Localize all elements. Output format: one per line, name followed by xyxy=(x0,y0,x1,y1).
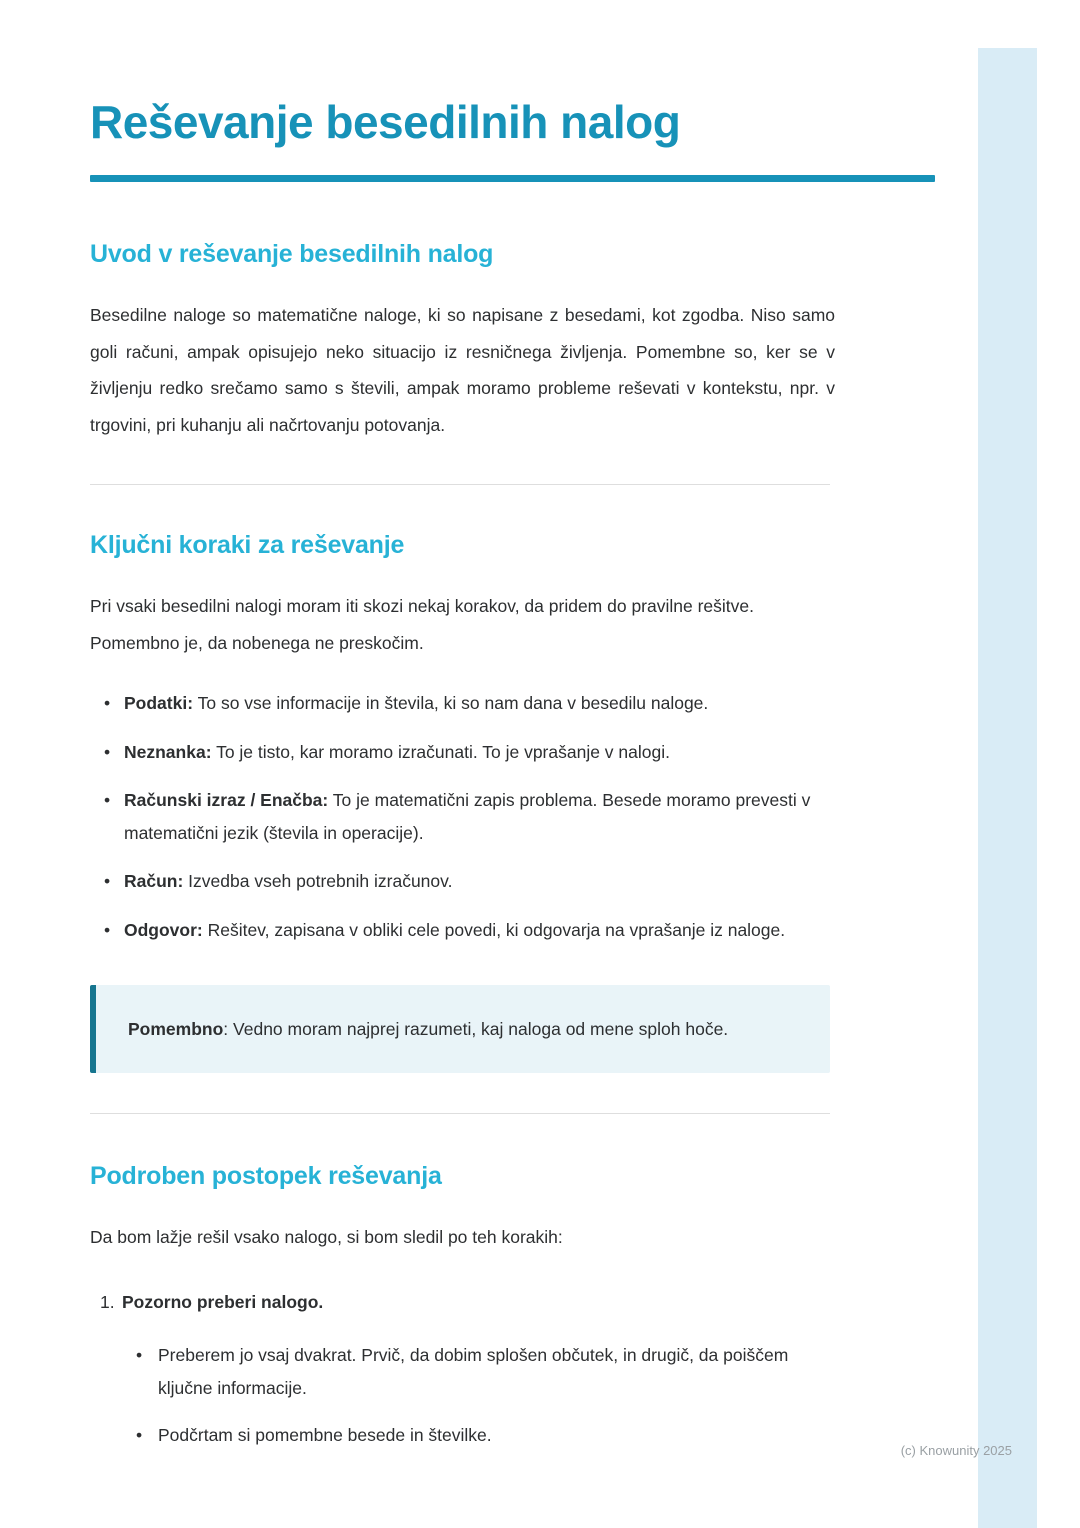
procedure-numbered-list xyxy=(90,1286,835,1452)
list-item-text xyxy=(124,784,835,851)
sub-list-item-text: Podčrtam si pomembne besede in številke. xyxy=(158,1424,492,1445)
procedure-heading: Podroben postopek reševanja xyxy=(90,1162,442,1191)
list-item-body: To je tisto, kar moramo izračunati. To je vprašanje v nalogi. xyxy=(211,741,670,762)
list-item-text xyxy=(124,914,835,947)
intro-paragraph: Besedilne naloge so matematične naloge, ki so napisane z besedami, kot zgodba. Niso samo goli računi, ampak opisujejo neko situacijo iz resničnega življenja. Pomembne so, ker se v življenju redko srečamo samo s števili, ampak moramo probleme reševati v kontekstu, npr. v trgovini, pri kuhanju ali načrtovanju potovanja. xyxy=(90,304,835,436)
list-item xyxy=(90,784,835,851)
procedure-sub-list xyxy=(90,1339,835,1452)
section-procedure xyxy=(90,1162,835,1452)
section-divider xyxy=(90,484,830,485)
callout-text: : Vedno moram najprej razumeti, kaj naloga od mene sploh hoče. xyxy=(223,1018,729,1039)
sub-list-item xyxy=(90,1419,835,1452)
bullet-icon: • xyxy=(104,871,111,892)
key-steps-paragraph: Pri vsaki besedilni nalogi moram iti skozi nekaj korakov, da pridem do pravilne rešitve. Pomembno je, da nobenega ne preskočim. xyxy=(90,595,754,653)
list-item-body: Izvedba vseh potrebnih izračunov. xyxy=(183,871,453,892)
bullet-icon: • xyxy=(104,693,111,714)
list-item-body: To so vse informacije in števila, ki so nam dana v besedilu naloge. xyxy=(193,693,709,714)
section-intro xyxy=(90,240,835,444)
bullet-icon: • xyxy=(136,1345,143,1366)
page-side-stripe xyxy=(978,48,1037,1528)
list-item-lead: Podatki: xyxy=(124,693,194,714)
list-item-lead: Računski izraz / Enačba: xyxy=(124,789,329,810)
sub-list-item-text: Preberem jo vsaj dvakrat. Prvič, da dobim splošen občutek, in drugič, da poiščem ključne informacije. xyxy=(158,1345,789,1399)
list-item-lead: Neznanka: xyxy=(124,741,212,762)
section-key-steps xyxy=(90,531,835,1073)
numbered-item-row xyxy=(90,1286,835,1319)
list-item xyxy=(90,736,835,769)
numbered-item-number: 1. xyxy=(100,1291,115,1312)
callout-lead: Pomembno xyxy=(128,1018,224,1039)
important-callout xyxy=(90,985,830,1073)
list-item-text xyxy=(124,736,835,769)
page-title: Reševanje besedilnih nalog xyxy=(90,96,681,148)
bullet-icon: • xyxy=(104,919,111,940)
list-item-body: To je matematični zapis problema. Besede moramo prevesti v matematični jezik (števila in operacije). xyxy=(124,789,811,844)
bullet-icon: • xyxy=(104,789,111,810)
numbered-item xyxy=(90,1286,835,1452)
sub-list-item xyxy=(90,1339,835,1406)
key-steps-heading: Ključni koraki za reševanje xyxy=(90,530,405,559)
document-content xyxy=(90,0,835,1452)
numbered-item-title: Pozorno preberi nalogo. xyxy=(122,1291,324,1312)
list-item xyxy=(90,865,835,898)
list-item-body: Rešitev, zapisana v obliki cele povedi, ki odgovarja na vprašanje iz naloge. xyxy=(202,919,786,940)
list-item-lead: Račun: xyxy=(124,871,184,892)
copyright-footer: (c) Knowunity 2025 xyxy=(900,1443,1012,1458)
key-steps-list xyxy=(90,687,835,947)
list-item-text xyxy=(124,687,835,720)
list-item xyxy=(90,687,835,720)
intro-heading: Uvod v reševanje besedilnih nalog xyxy=(90,239,494,268)
bullet-icon: • xyxy=(136,1424,143,1445)
list-item-text xyxy=(124,865,835,898)
title-rule xyxy=(90,175,935,182)
section-divider xyxy=(90,1113,830,1114)
list-item-lead: Odgovor: xyxy=(124,919,203,940)
list-item xyxy=(90,914,835,947)
bullet-icon: • xyxy=(104,741,111,762)
procedure-paragraph: Da bom lažje rešil vsako nalogo, si bom sledil po teh korakih: xyxy=(90,1227,563,1248)
